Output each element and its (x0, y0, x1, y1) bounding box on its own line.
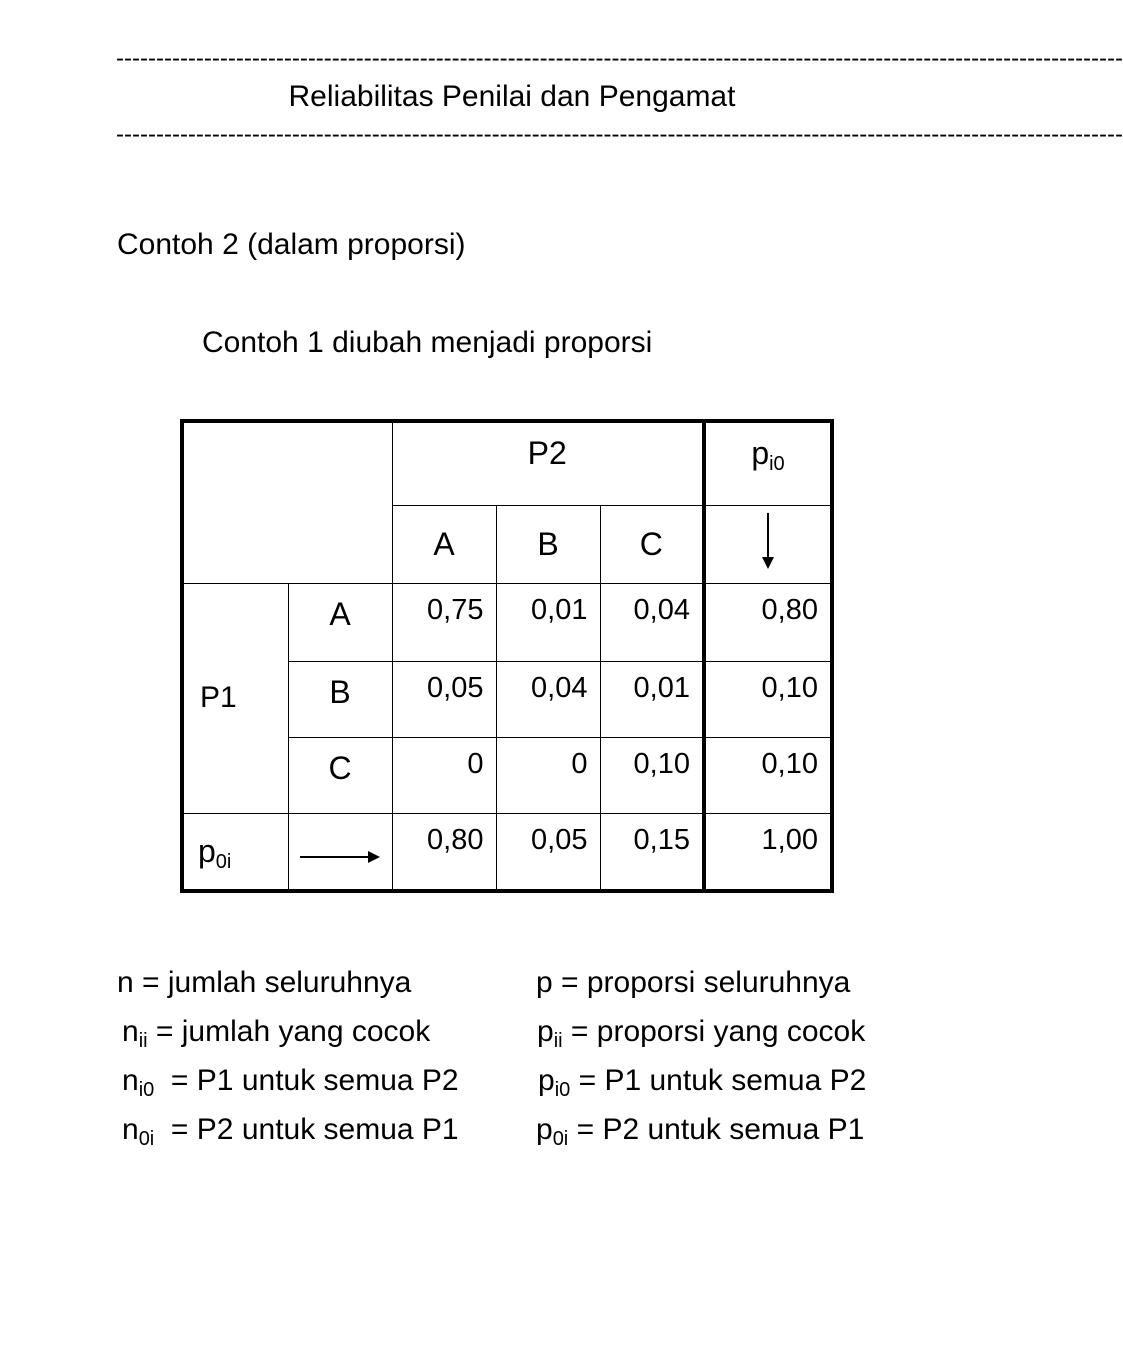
empty-corner-cell (182, 421, 392, 583)
down-arrow-icon (753, 509, 783, 571)
right-arrow-icon (298, 847, 382, 867)
definition-p-i0 (538, 1062, 866, 1100)
row-header-b: B (288, 661, 392, 737)
definition-n-i0 (122, 1062, 459, 1100)
col-group-header (392, 421, 704, 505)
cell-a-a: 0,75 (392, 583, 496, 661)
bottom-dashed-rule: ------------------------------------------------------------------------------------------------------------------------------ (116, 121, 1123, 148)
p-ii-text: = proporsi yang cocok (562, 1015, 866, 1048)
n-0i-text: = P2 untuk semua P1 (154, 1113, 459, 1146)
row-total-a: 0,80 (704, 583, 832, 661)
cell-a-b: 0,01 (496, 583, 600, 661)
col-total-b: 0,05 (496, 813, 600, 891)
col-group-label: P2 (527, 435, 567, 471)
example-title: Contoh 2 (dalam proporsi) (117, 228, 466, 261)
p-i0-sub: i0 (554, 1079, 571, 1101)
n-i0-base: n (122, 1064, 139, 1097)
cell-b-b: 0,04 (496, 661, 600, 737)
p-i0-text: = P1 untuk semua P2 (570, 1064, 867, 1097)
col-header-c: C (600, 505, 704, 583)
definition-p-ii (537, 1013, 865, 1051)
example-subtitle: Contoh 1 diubah menjadi proporsi (202, 326, 653, 359)
definition-p-all: p = proporsi seluruhnya (536, 966, 851, 999)
n-0i-sub: 0i (138, 1128, 155, 1150)
n-i0-text: = P1 untuk semua P2 (154, 1064, 459, 1097)
cell-a-c: 0,04 (600, 583, 704, 661)
p-0i-text: = P2 untuk semua P1 (568, 1113, 865, 1146)
cell-b-a: 0,05 (392, 661, 496, 737)
col-header-a: A (392, 505, 496, 583)
row-group-label: P1 (182, 583, 288, 813)
n-i0-sub: i0 (138, 1079, 155, 1101)
n-ii-sub: ii (138, 1030, 148, 1052)
down-arrow-cell (704, 505, 832, 583)
grand-total: 1,00 (704, 813, 832, 891)
proportion-table (180, 419, 834, 893)
cell-c-b: 0 (496, 737, 600, 813)
cell-b-c: 0,01 (600, 661, 704, 737)
p-ii-base: p (537, 1015, 554, 1048)
col-header-b: B (496, 505, 600, 583)
p-0i-base: p (536, 1113, 553, 1146)
col-total-c: 0,15 (600, 813, 704, 891)
p-0i-sub: 0i (552, 1128, 569, 1150)
row-total-b: 0,10 (704, 661, 832, 737)
definition-n-all: n = jumlah seluruhnya (117, 966, 412, 999)
n-0i-base: n (122, 1113, 139, 1146)
marginal-row-header (182, 813, 288, 891)
marginal-col-header (704, 421, 832, 505)
top-dashed-rule: ------------------------------------------------------------------------------------------------------------------------------ (116, 45, 1123, 72)
definition-n-0i (122, 1111, 459, 1149)
marginal-row-label: p (198, 832, 216, 869)
cell-c-c: 0,10 (600, 737, 704, 813)
row-header-c: C (288, 737, 392, 813)
marginal-col-sub: i0 (769, 453, 785, 475)
n-ii-text: = jumlah yang cocok (147, 1015, 431, 1048)
p-i0-base: p (538, 1064, 555, 1097)
row-header-a: A (288, 583, 392, 661)
row-total-c: 0,10 (704, 737, 832, 813)
definition-p-0i (536, 1111, 864, 1149)
col-total-a: 0,80 (392, 813, 496, 891)
definition-n-ii (122, 1013, 430, 1051)
page-title: Reliabilitas Penilai dan Pengamat (288, 80, 736, 113)
cell-c-a: 0 (392, 737, 496, 813)
marginal-col-label: p (751, 435, 770, 471)
right-arrow-cell (288, 813, 392, 891)
p-ii-sub: ii (553, 1030, 563, 1052)
marginal-row-sub: 0i (215, 850, 232, 873)
n-ii-base: n (122, 1015, 139, 1048)
